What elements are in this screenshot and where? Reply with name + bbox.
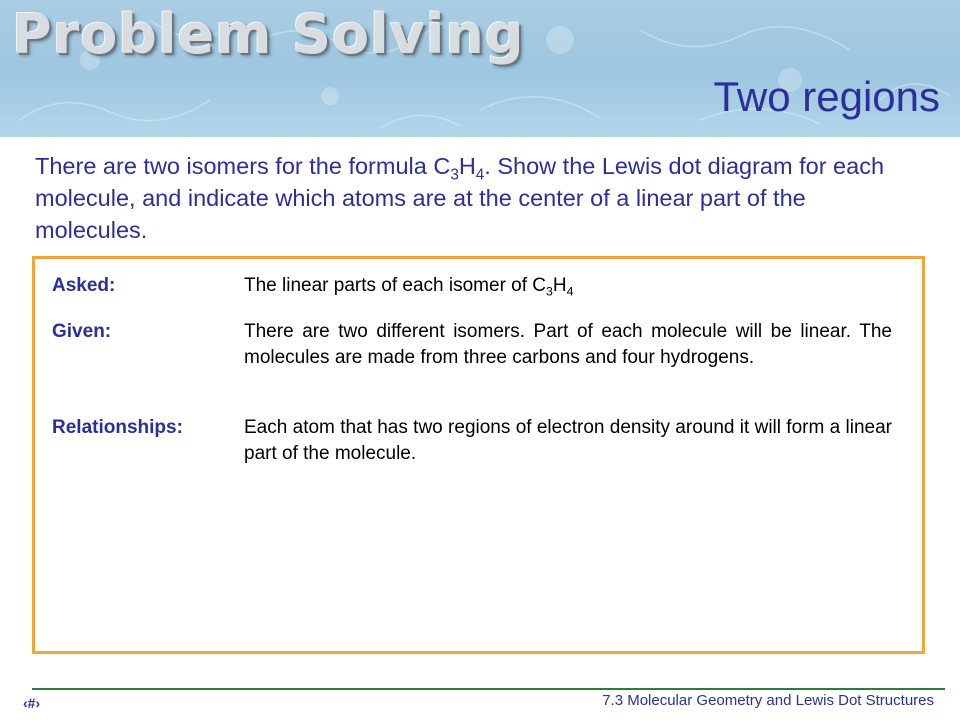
asked-label: Asked: bbox=[52, 275, 116, 296]
subscript-3: 3 bbox=[450, 166, 459, 184]
asked-subscript-3: 3 bbox=[546, 284, 553, 299]
subscript-4: 4 bbox=[475, 166, 485, 184]
asked-subscript-4: 4 bbox=[566, 284, 574, 299]
banner-title: Problem Solving bbox=[12, 3, 525, 66]
problem-text-end: . Show the Lewis dot diagram for each molecule, and indicate which atoms are at the center of a linear part of the molecules. bbox=[35, 153, 885, 243]
given-value: There are two different isomers. Part of each molecule will be linear. The molecules are made from three carbons and four hydrogens. bbox=[244, 321, 892, 368]
slide-title: Two regions bbox=[713, 73, 940, 120]
solution-panel bbox=[32, 256, 925, 654]
footer-divider bbox=[32, 688, 945, 690]
problem-statement bbox=[35, 150, 915, 246]
footer-caption: 7.3 Molecular Geometry and Lewis Dot Structures bbox=[602, 692, 934, 709]
relationships-label: Relationships: bbox=[52, 417, 183, 438]
page-number: ‹#› bbox=[23, 695, 41, 711]
asked-value bbox=[244, 273, 892, 299]
asked-text-h: H bbox=[552, 275, 567, 296]
given-label: Given: bbox=[52, 321, 112, 342]
problem-text-start: There are two isomers for the formula C bbox=[35, 153, 451, 179]
problem-text-h: H bbox=[458, 153, 476, 179]
asked-text: The linear parts of each isomer of C bbox=[244, 275, 547, 296]
relationships-value: Each atom that has two regions of electron density around it will form a linear part of the molecule. bbox=[244, 417, 892, 464]
